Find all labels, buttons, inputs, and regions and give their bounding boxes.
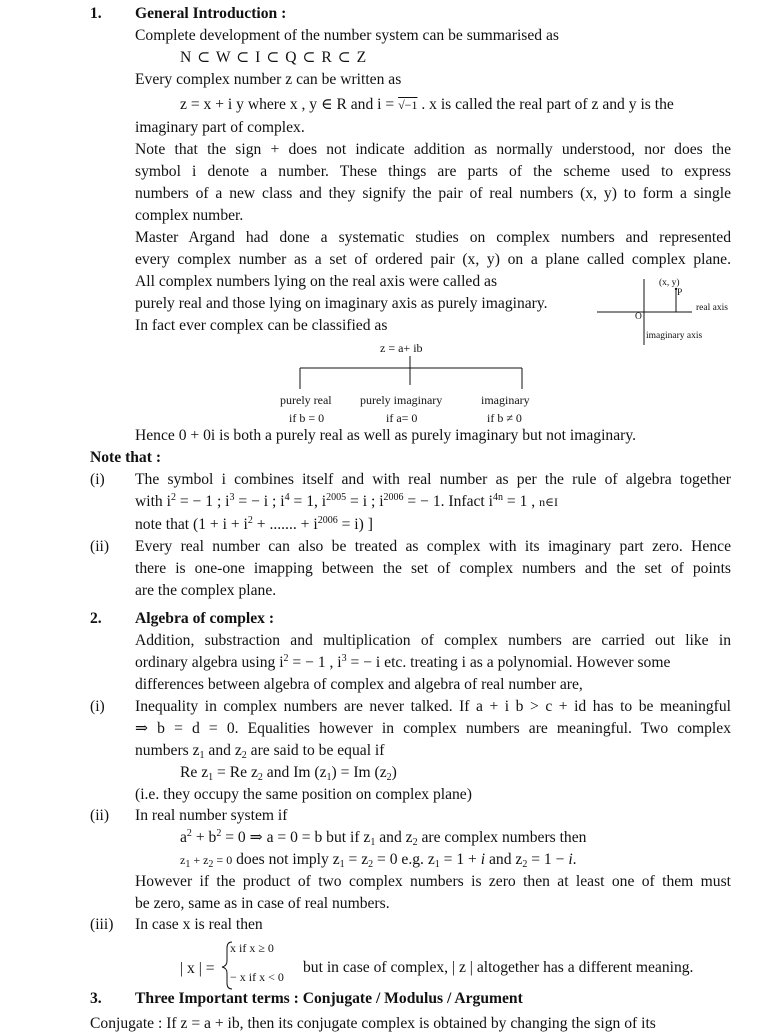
eq-part: = − 1. Infact i: [403, 493, 493, 510]
text-line: be zero, same as in case of real numbers.: [135, 895, 390, 912]
item-number: (ii): [90, 538, 110, 555]
subscript: 1: [326, 772, 332, 783]
tree-branch-purely-real: purely real: [280, 393, 332, 407]
eq-part: and Im (z: [262, 764, 327, 781]
subscript: 1: [185, 859, 191, 870]
eq-part: = 0 e.g. z: [373, 851, 435, 868]
eq-part: z = x + i y where x , y ∈ R and i =: [180, 96, 399, 113]
exponent: 4: [284, 492, 290, 503]
subscript: 2: [208, 859, 214, 870]
eq-part: numbers z: [135, 742, 200, 759]
section-number: 2.: [90, 610, 102, 627]
tree-condition: if b ≠ 0: [487, 411, 522, 425]
note-line: Every real number can also be treated as complex with its imaginary part zero. Hence: [135, 538, 731, 555]
note-line: Note that the sign + does not indicate addition as normally understood, nor does the: [135, 141, 731, 158]
argand-line: In fact ever complex can be classified as: [135, 317, 388, 334]
subscript: 1: [208, 772, 214, 783]
eq-part: = 1 −: [527, 851, 569, 868]
eq-part: i: [480, 851, 486, 868]
exponent: 2006: [317, 515, 338, 526]
eq-part: .: [572, 851, 577, 868]
note-line: The symbol i combines itself and with real number as per the rule of algebra together: [135, 471, 731, 488]
eq-part: z: [180, 853, 186, 867]
eq-part: ordinary algebra using i: [135, 654, 284, 671]
abs-lhs: | x | =: [180, 960, 215, 977]
eq-part: note that (1 + i + i: [135, 516, 248, 533]
tree-branch-imaginary: imaginary: [481, 393, 530, 407]
eq-part: = 0 ⇒ a = 0 = b but if z: [221, 829, 371, 846]
eq-part: = 1 ,: [503, 493, 540, 510]
eq-part: ) = Im (z: [331, 764, 387, 781]
exponent: 4n: [493, 492, 503, 503]
note-line: numbers of a new class and they signify the pair of real numbers (x, y) to form a single: [135, 185, 731, 202]
argand-line: Master Argand had done a systematic studies on complex numbers and represented: [135, 229, 731, 246]
eq-part: + z: [190, 853, 209, 867]
text-line: differences between algebra of complex and algebra of real number are,: [135, 676, 583, 693]
subscript: 1: [370, 837, 376, 848]
subscript: 2: [412, 837, 418, 848]
note-heading: Note that :: [90, 449, 162, 466]
eq-part: = − 1 ; i: [175, 493, 230, 510]
argand-line: purely real and those lying on imaginary axis as purely imaginary.: [135, 295, 548, 312]
sqrt-term: √−1: [398, 98, 418, 112]
origin-label: O: [635, 312, 642, 322]
text-line: In real number system if: [135, 807, 288, 824]
text-line: Every complex number z can be written as: [135, 71, 402, 88]
note-line: are the complex plane.: [135, 582, 277, 599]
text-line: Addition, substraction and multiplication of complex numbers are carried out like in: [135, 632, 731, 649]
plane-point-label: (x, y): [659, 278, 680, 288]
eq-part: . x is called the real part of z and y is the: [417, 96, 674, 113]
item-number: (i): [90, 471, 105, 488]
subscript: 1: [199, 750, 205, 761]
item-number: (i): [90, 698, 105, 715]
item-number: (iii): [90, 916, 114, 933]
note-line: complex number.: [135, 207, 244, 224]
eq-part: = − i etc. treating i as a polynomial. However some: [346, 654, 671, 671]
section-number: 1.: [90, 5, 102, 22]
eq-part: are complex numbers then: [417, 829, 587, 846]
imag-axis-label: imaginary axis: [646, 331, 703, 341]
exponent: 3: [229, 492, 235, 503]
subscript: 2: [386, 772, 392, 783]
subscript: 2: [368, 859, 374, 870]
exponent: 2: [186, 828, 192, 839]
eq-part: = z: [344, 851, 369, 868]
eq-part: = Re z: [213, 764, 258, 781]
subscript: 1: [339, 859, 345, 870]
subscript: 2: [522, 859, 528, 870]
text-line: Complete development of the number system can be summarised as: [135, 27, 559, 44]
tree-branch-purely-imaginary: purely imaginary: [360, 393, 443, 407]
argand-line: All complex numbers lying on the real axis were called as: [135, 273, 498, 290]
tree-root: z = a+ ib: [380, 341, 423, 355]
section-title: General Introduction :: [135, 5, 287, 22]
eq-part: = − i ; i: [234, 493, 285, 510]
note-line: symbol i denote a number. These things are parts of the scheme used to express: [135, 163, 731, 180]
exponent: 3: [341, 653, 347, 664]
exponent: 2: [247, 515, 253, 526]
note-line: there is one-one imapping between the set of complex numbers and the set of points: [135, 560, 731, 577]
item-number: (ii): [90, 807, 110, 824]
eq-part: and z: [485, 851, 523, 868]
subscript: 2: [241, 750, 247, 761]
plane-point-p: P: [677, 288, 683, 298]
text-line: However if the product of two complex numbers is zero then at least one of them must: [135, 873, 731, 890]
exponent: 2: [170, 492, 176, 503]
eq-part: + ....... + i: [252, 516, 318, 533]
eq-part: = i ; i: [346, 493, 384, 510]
exponent: 2: [283, 653, 289, 664]
tree-condition: if a= 0: [386, 411, 418, 425]
eq-part: = i) ]: [337, 516, 373, 533]
real-axis-label: real axis: [696, 303, 728, 313]
text-line: Hence 0 + 0i is both a purely real as well as purely imaginary but not imaginary.: [135, 427, 637, 444]
subscript: 2: [257, 772, 263, 783]
text-line: Inequality in complex numbers are never talked. If a + i b > c + id has to be meaningful: [135, 698, 731, 715]
eq-part: a: [180, 829, 187, 846]
eq-part: = 1, i: [289, 493, 327, 510]
subscript: 1: [434, 859, 440, 870]
eq-part: are said to be equal if: [246, 742, 385, 759]
section-title: Algebra of complex :: [135, 610, 275, 627]
exponent: 2006: [383, 492, 404, 503]
section-title: Three Important terms : Conjugate / Modulus / Argument: [135, 990, 523, 1007]
set-chain: N ⊂ W ⊂ I ⊂ Q ⊂ R ⊂ Z: [180, 49, 367, 66]
text-line: imaginary part of complex.: [135, 119, 305, 136]
eq-part: and z: [375, 829, 413, 846]
eq-part: + b: [191, 829, 217, 846]
eq-part: ): [391, 764, 397, 781]
cut-off-line: Conjugate : If z = a + ib, then its conjugate complex is obtained by changing the sign of its: [90, 1015, 656, 1032]
exponent: 2005: [326, 492, 347, 503]
text-line: ⇒ b = d = 0. Equalities however in complex numbers are meaningful. Two complex: [135, 720, 731, 737]
eq-part: with i: [135, 493, 171, 510]
text-line: but in case of complex, | z | altogether has a different meaning.: [303, 959, 694, 976]
eq-part: and z: [204, 742, 242, 759]
text-line: In case x is real then: [135, 916, 263, 933]
eq-part: n∈I: [539, 495, 558, 509]
eq-part: = 0: [213, 853, 233, 867]
eq-part: = − 1 , i: [288, 654, 342, 671]
eq-part: Re z: [180, 764, 209, 781]
section-number: 3.: [90, 990, 102, 1007]
argand-line: every complex number as a set of ordered pair (x, y) on a plane called complex plane.: [135, 251, 731, 268]
tree-condition: if b = 0: [289, 411, 325, 425]
eq-part: i: [568, 851, 573, 868]
exponent: 2: [216, 828, 222, 839]
eq-part: = 1 +: [439, 851, 481, 868]
eq-part: does not imply z: [236, 851, 340, 868]
case-neg: − x if x < 0: [230, 970, 284, 984]
text-line: (i.e. they occupy the same position on complex plane): [135, 786, 472, 803]
case-nonneg: x if x ≥ 0: [230, 941, 274, 955]
